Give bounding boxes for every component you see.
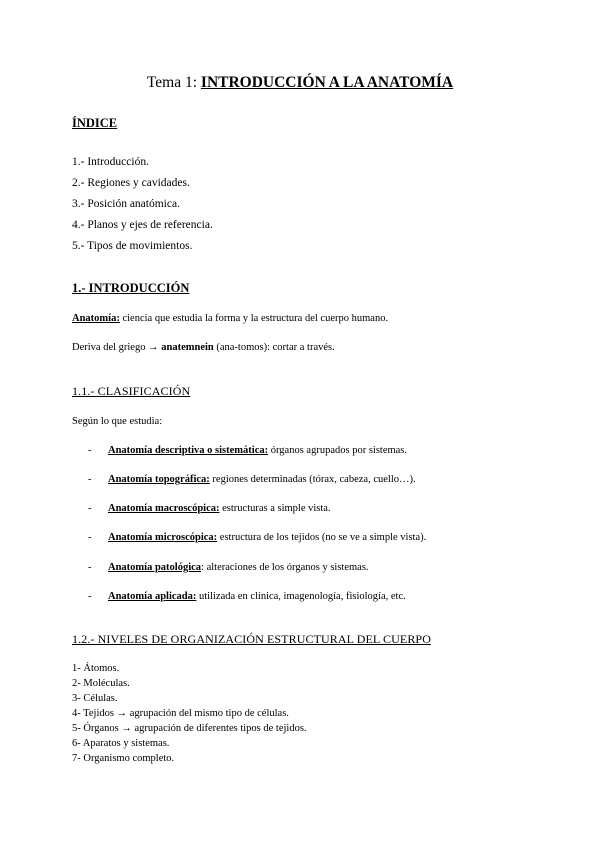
bullet-text: utilizada en clínica, imagenología, fisiología, etc.	[196, 591, 406, 602]
definition-term: Anatomía:	[72, 313, 120, 324]
index-item: 2.- Regiones y cavidades.	[72, 177, 190, 189]
section1-heading: 1.- INTRODUCCIÓN	[72, 281, 190, 295]
classification-bullet	[88, 474, 416, 485]
level-item: 2- Moléculas.	[72, 678, 130, 689]
index-item: 1.- Introducción.	[72, 156, 149, 168]
title-main: INTRODUCCIÓN A LA ANATOMÍA	[200, 74, 454, 91]
bullet-dash: -	[88, 503, 92, 514]
bullet-dash: -	[88, 591, 92, 602]
anatomy-definition	[72, 313, 388, 324]
bullet-term: Anatomía topográfica:	[108, 474, 210, 485]
bullet-term: Anatomía microscópica:	[108, 532, 218, 543]
etymology-suffix: (ana-tomos): cortar a través.	[213, 342, 335, 353]
bullet-text: estructuras a simple vista.	[219, 503, 331, 514]
index-item: 5.- Tipos de movimientos.	[72, 240, 193, 252]
level-item: 7- Organismo completo.	[72, 753, 175, 764]
bullet-text: regiones determinadas (tórax, cabeza, cuello…).	[209, 474, 416, 485]
title-prefix: Tema 1:	[146, 74, 198, 91]
bullet-term: Anatomía aplicada:	[108, 591, 197, 602]
level-item: 5- Órganos → agrupación de diferentes tipos de tejidos.	[72, 723, 307, 734]
level-item: 3- Células.	[72, 693, 118, 704]
level-item: 6- Aparatos y sistemas.	[72, 738, 170, 749]
bullet-text: : alteraciones de los órganos y sistemas.	[201, 562, 369, 573]
bullet-text: órganos agrupados por sistemas.	[268, 445, 408, 456]
classification-bullet	[88, 591, 406, 602]
bullet-term: Anatomía macroscópica:	[108, 503, 220, 514]
level-item: 1- Átomos.	[72, 663, 120, 674]
index-heading: ÍNDICE	[72, 116, 118, 130]
classification-bullet	[88, 445, 407, 456]
subsection-1-1-heading: 1.1.- CLASIFICACIÓN	[72, 384, 191, 398]
bullet-dash: -	[88, 532, 92, 543]
definition-text: ciencia que estudia la forma y la estructura del cuerpo humano.	[119, 313, 389, 324]
etymology-word: anatemnein	[161, 342, 214, 353]
classification-intro: Según lo que estudia:	[72, 416, 163, 427]
index-item: 4.- Planos y ejes de referencia.	[72, 219, 213, 231]
bullet-dash: -	[88, 445, 92, 456]
classification-bullet	[88, 503, 331, 514]
document-title	[0, 74, 600, 92]
etymology-prefix: Deriva del griego →	[72, 342, 162, 353]
bullet-term: Anatomía descriptiva o sistemática:	[108, 445, 269, 456]
etymology-line	[72, 342, 335, 353]
bullet-dash: -	[88, 562, 92, 573]
index-item: 3.- Posición anatómica.	[72, 198, 180, 210]
bullet-dash: -	[88, 474, 92, 485]
classification-bullet	[88, 562, 369, 573]
bullet-text: estructura de los tejidos (no se ve a simple vista).	[217, 532, 427, 543]
subsection-1-2-heading: 1.2.- NIVELES DE ORGANIZACIÓN ESTRUCTURAL DEL CUERPO	[72, 632, 431, 646]
classification-bullet	[88, 532, 426, 543]
level-item: 4- Tejidos → agrupación del mismo tipo de células.	[72, 708, 289, 719]
bullet-term: Anatomía patológica	[108, 562, 202, 573]
